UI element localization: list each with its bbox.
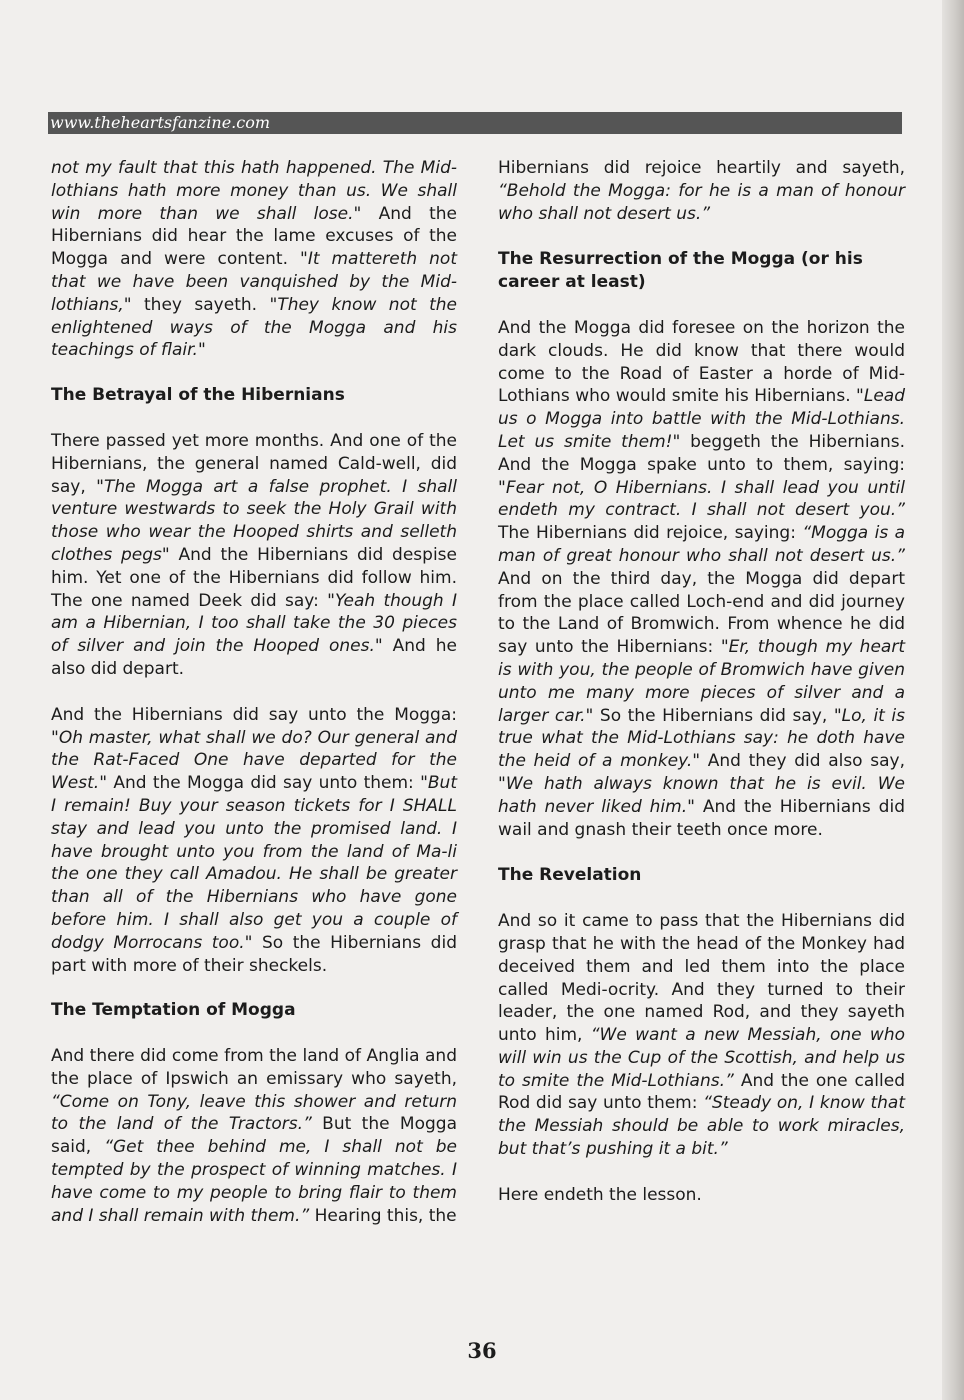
quoted-speech: "Lead us o Mogga into battle with the Mid-Lothians. Let us smite them!" <box>498 386 905 452</box>
paragraph <box>51 1045 457 1227</box>
text-run: And the Hibernians did hear the lame excuses of the Mogga and were content. <box>51 203 458 270</box>
quoted-speech: "Lo, it is true what the Mid-Lothians say: he doth have the heid of a monkey." <box>498 705 905 772</box>
website-url: www.theheartsfanzine.com <box>50 113 271 132</box>
text-run: they sayeth. <box>131 294 270 315</box>
paragraph <box>498 1184 905 1207</box>
text-run: And so it came to pass that the Hibernians did grasp that he with the head of the Monkey had deceived them and led them into the place called Medi-ocrity. And they turned to their leader, the one named Rod, and they sayeth unto him, <box>498 911 905 1046</box>
paragraph <box>51 430 457 681</box>
quoted-speech: "They know not the enlightened ways of the Mogga and his teachings of flair." <box>51 294 457 361</box>
page-number: 36 <box>467 1338 497 1363</box>
text-run: The Hibernians did rejoice, saying: <box>498 523 803 544</box>
section-heading-resurrection: The Resurrection of the Mogga (or his career at least) <box>498 249 863 293</box>
text-run: And the one called Rod did say unto them: <box>498 1070 905 1114</box>
quoted-speech: "Fear not, O Hibernians. I shall lead you until endeth my contract. I shall not desert you.” <box>498 477 905 521</box>
paragraph <box>51 704 457 978</box>
left-column <box>51 157 457 1250</box>
text-run: There passed yet more months. And one of the Hibernians, the general named Cald-well, did say, <box>51 430 457 497</box>
section-heading-revelation: The Revelation <box>498 865 642 886</box>
text-run: And the Hibernians did say unto the Mogga: <box>51 704 457 725</box>
paragraph <box>498 317 905 841</box>
page-edge <box>942 0 964 1400</box>
paragraph <box>51 157 457 362</box>
quoted-speech: "We hath always known that he is evil. We hath never liked him." <box>498 773 905 817</box>
text-run: And the Mogga did foresee on the horizon the dark clouds. He did know that there would come to the Road of Easter a horde of Mid-Lothians who would smite his Hibernians. <box>498 317 905 407</box>
quoted-speech: "Er, though my heart is with you, the people of Bromwich have given unto me many more pieces of silver and a larger car." <box>498 637 905 726</box>
quoted-speech: "But I remain! Buy your season tickets for I SHALL stay and lead you unto the promised land. I have brought unto you from the land of Ma-li the one they call Amadou. He shall be greater than all of the Hibernians who have gone before him. I shall also get you a couple of dodgy Morrocans too." <box>51 773 457 953</box>
quoted-speech: “Steady on, I know that the Messiah should be able to work miracles, but that’s pushing it a bit.” <box>498 1093 905 1160</box>
header-bar <box>48 112 902 134</box>
text-run: And the Hibernians did despise him. Yet one of the Hibernians did follow him. The one named Deek did say: <box>51 544 457 611</box>
right-column <box>498 157 905 1230</box>
text-run: So the Hibernians did say, <box>593 705 834 726</box>
text-run: And the Mogga did say unto them: <box>107 773 421 794</box>
text-run: And they did also say, <box>700 751 905 772</box>
section-heading-betrayal: The Betrayal of the Hibernians <box>51 385 345 406</box>
quoted-speech: “Mogga is a man of great honour who shall not desert us.” <box>498 523 905 566</box>
text-run: And he also did depart. <box>51 636 457 679</box>
text-run: And on the third day, the Mogga did depart from the place called Loch-end and did journey to the Land of Bromwich. From whence he did say unto the Hibernians: <box>498 568 905 658</box>
text-run: But the Mogga said, <box>51 1114 458 1158</box>
section-heading-temptation: The Temptation of Mogga <box>51 1000 296 1021</box>
quoted-speech: “We want a new Messiah, one who will win us the Cup of the Scottish, and help us to smite the Mid-Lothians.” <box>498 1025 906 1091</box>
text-run: Hearing this, the <box>309 1205 457 1226</box>
text-run: Hibernians did rejoice heartily and sayeth, <box>498 158 905 178</box>
quoted-speech: "Oh master, what shall we do? Our general and the Rat-Faced One have departed for the West." <box>51 727 457 794</box>
text-run: beggeth the Hibernians. And the Mogga spake unto to them, saying: <box>498 431 905 475</box>
quoted-speech: "It mattereth not that we have been vanquished by the Mid-lothians," <box>51 249 458 315</box>
quoted-speech: "The Mogga art a false prophet. I shall venture westwards to seek the Holy Grail with those who wear the Hooped shirts and selleth clothes pegs" <box>51 476 457 565</box>
quoted-speech: “Get thee behind me, I shall not be tempted by the prospect of winning matches. I have come to my people to bring flair to them and I shall remain with them.” <box>51 1137 457 1226</box>
paragraph <box>498 157 905 225</box>
text-run: And the Hibernians did wail and gnash their teeth once more. <box>498 796 905 840</box>
text-run: And there did come from the land of Anglia and the place of Ipswich an emissary who sayeth, <box>51 1046 457 1089</box>
paragraph <box>498 910 905 1161</box>
text-run: So the Hibernians did part with more of their sheckels. <box>51 932 457 976</box>
quoted-speech: “Come on Tony, leave this shower and return to the land of the Tractors.” <box>51 1091 457 1135</box>
quoted-speech: "Yeah though I am a Hibernian, I too shall take the 30 pieces of silver and join the Hooped ones." <box>51 590 457 657</box>
quoted-speech: not my fault that this hath happened. The Mid-lothians hath more money than us. We shall win more than we shall lose." <box>51 158 457 224</box>
text-run: Here endeth the lesson. <box>498 1184 702 1205</box>
quoted-speech: “Behold the Mogga: for he is a man of honour who shall not desert us.” <box>498 180 905 224</box>
